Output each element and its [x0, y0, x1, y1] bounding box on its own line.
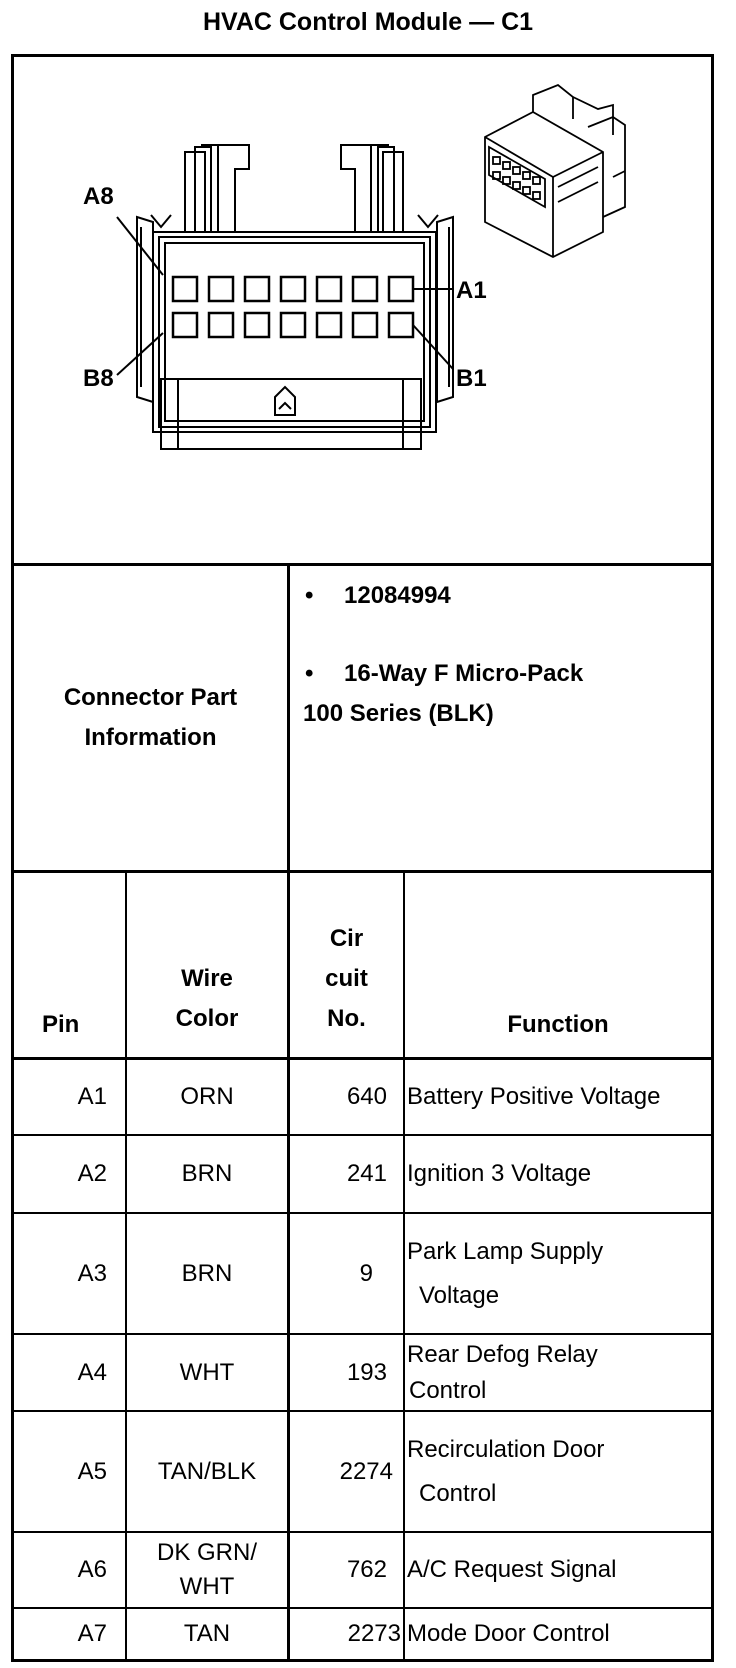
- circuit-number-cell: 193: [346, 1358, 387, 1386]
- function-cell: [405, 1214, 711, 1333]
- header-wire-color: [127, 873, 287, 1057]
- pin-label-b1: B1: [456, 365, 487, 392]
- header-cir-line3: No.: [327, 1005, 366, 1032]
- circuit-number-cell: 241: [346, 1160, 387, 1187]
- circuit-number-cell: 640: [346, 1083, 387, 1110]
- function-cell: [405, 1412, 711, 1531]
- wire-color-cell: [127, 1533, 287, 1607]
- pin-label-b8: B8: [83, 365, 114, 392]
- connector-description-line1: 16-Way F Micro-Pack: [344, 660, 584, 687]
- pin-label-a1: A1: [456, 277, 487, 304]
- pin-cell: A7: [77, 1620, 107, 1647]
- function-cell: Mode Door Control: [407, 1620, 610, 1647]
- header-cir-line2: cuit: [325, 965, 368, 992]
- connector-info-label-line1: Connector Part: [63, 684, 238, 711]
- pin-cell: A5: [77, 1457, 107, 1485]
- connector-info-label-line2: Information: [84, 724, 217, 751]
- connector-face-illustration: [13, 57, 710, 562]
- function-line1: Park Lamp Supply: [407, 1237, 604, 1265]
- header-pin: Pin: [42, 1011, 80, 1038]
- function-cell: Ignition 3 Voltage: [407, 1160, 592, 1187]
- circuit-number-cell: 762: [346, 1556, 387, 1583]
- header-function: Function: [507, 1011, 609, 1038]
- bullet-marker: •: [305, 582, 314, 609]
- header-cir-line1: Cir: [329, 925, 364, 952]
- pin-cell: A3: [77, 1259, 107, 1287]
- circuit-number-cell: 2273: [347, 1620, 401, 1647]
- function-cell: [405, 1335, 711, 1410]
- connector-info-label: [14, 566, 287, 870]
- pin-cell: A1: [77, 1083, 107, 1110]
- function-line2: Control: [419, 1479, 497, 1507]
- pin-cell: A2: [77, 1160, 107, 1187]
- header-wire-line1: Wire: [181, 965, 233, 992]
- wire-color-cell: TAN: [183, 1620, 231, 1647]
- header-wire-line2: Color: [175, 1005, 239, 1032]
- header-circuit-number: [290, 873, 403, 1057]
- wire-color-cell: WHT: [179, 1358, 235, 1386]
- wire-color-line2: WHT: [179, 1573, 235, 1600]
- function-cell: A/C Request Signal: [407, 1556, 617, 1583]
- page-title: HVAC Control Module — C1: [202, 8, 534, 36]
- connector-part-number: 12084994: [344, 582, 451, 609]
- circuit-number-cell: 2274: [339, 1457, 393, 1485]
- wire-color-line1: DK GRN/: [156, 1539, 257, 1566]
- wire-color-cell: TAN/BLK: [157, 1457, 257, 1485]
- connector-diagram: [13, 57, 710, 562]
- wire-color-cell: ORN: [180, 1083, 234, 1110]
- function-line2: Voltage: [419, 1281, 500, 1309]
- connector-description-line2: 100 Series (BLK): [303, 700, 494, 727]
- bullet-marker: •: [305, 660, 314, 687]
- wire-color-cell: BRN: [181, 1259, 233, 1287]
- function-line2: Control: [409, 1376, 487, 1404]
- pin-cell: A6: [77, 1556, 107, 1583]
- pin-label-a8: A8: [83, 183, 114, 210]
- circuit-number-cell: 9: [359, 1259, 373, 1287]
- wire-color-cell: BRN: [181, 1160, 233, 1187]
- function-cell: Battery Positive Voltage: [407, 1083, 661, 1110]
- function-line1: Recirculation Door: [407, 1435, 605, 1463]
- pin-cell: A4: [77, 1358, 107, 1386]
- function-line1: Rear Defog Relay: [407, 1340, 598, 1368]
